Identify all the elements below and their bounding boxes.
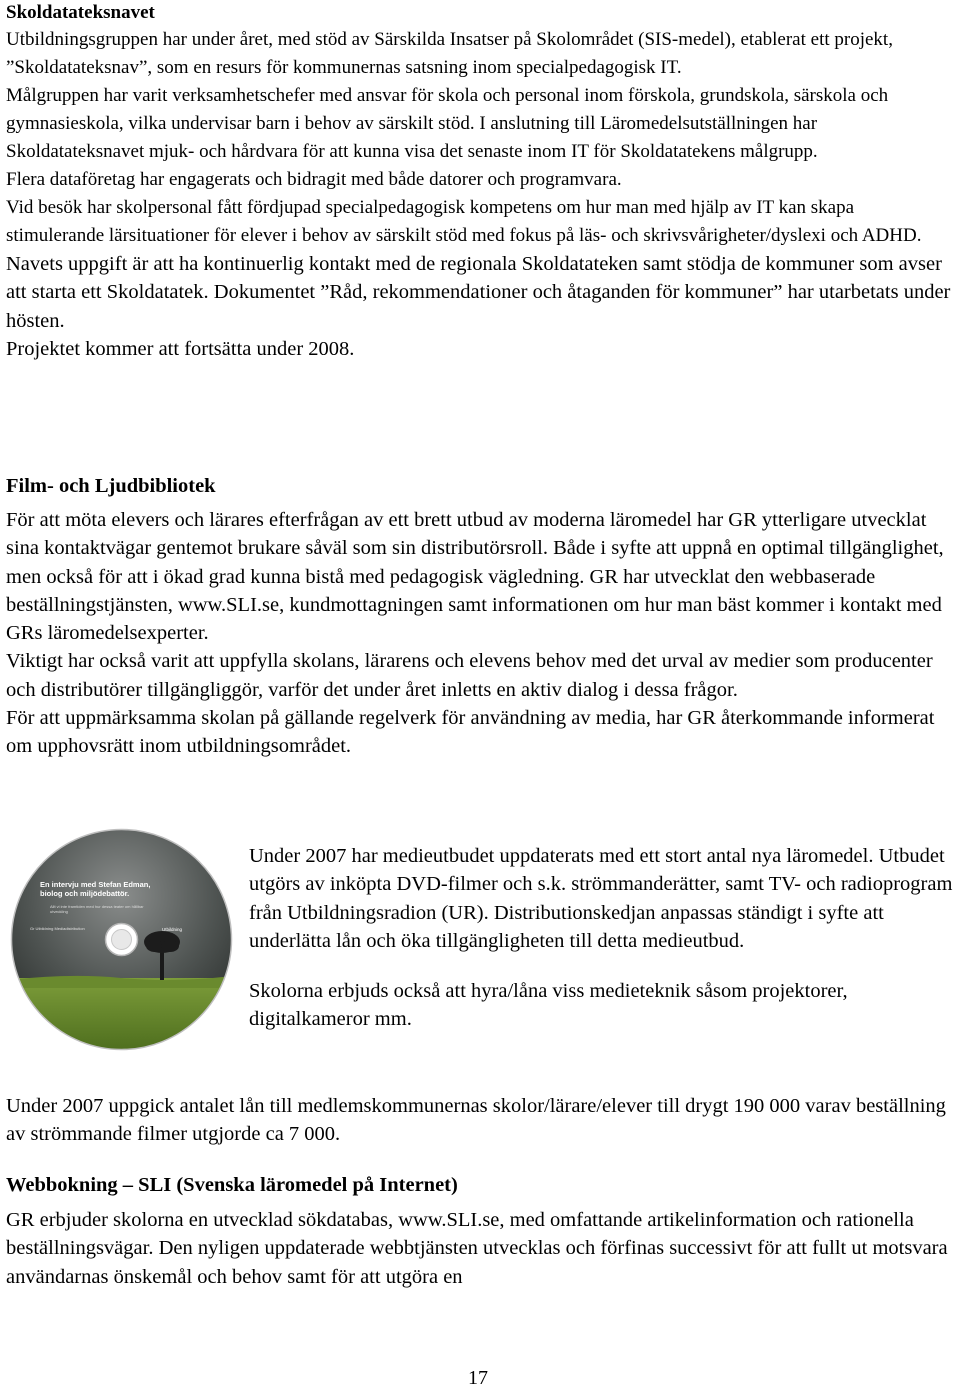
dvd-footer-left: Gr Utbildning Mediadistribution <box>30 926 85 931</box>
paragraph: Utbildningsgruppen har under året, med stöd av Särskilda Insatser på Skolområdet (SIS-medel), etablerat ett projekt, ”Skoldatateksnav”, som en resurs för kommunernas satsning inom specialpedagogisk IT. <box>6 29 893 78</box>
dvd-footer-right: Utbildning <box>162 927 183 932</box>
dvd-title: En intervju med Stefan Edman, biolog och miljödebattör. <box>40 880 151 898</box>
section-heading-webbokning: Webbokning – SLI (Svenska läromedel på Internet) <box>6 1174 458 1196</box>
section-heading-skoldatateksnavet: Skoldatateksnavet <box>6 2 155 23</box>
section-heading-film-ljudbibliotek: Film- och Ljudbibliotek <box>6 475 216 497</box>
dvd-disc-graphic <box>10 828 233 1051</box>
paragraph: Navets uppgift är att ha kontinuerlig kontakt med de regionala Skoldatateken samt stödja de kommuner som avser att starta ett Skoldatatek. Dokumentet ”Råd, rekommendationer och åtaganden för kommuner” har utarbetats under hösten. <box>6 253 951 332</box>
dvd-side-text <box>249 842 960 1034</box>
page-number: 17 <box>468 1367 488 1389</box>
paragraph: Vid besök har skolpersonal fått fördjupad specialpedagogisk kompetens om hur man med hjälp av IT kan skapa stimulerande lärsituationer för elever i behov av särskilt stöd med fokus på läs- och skrivsvårigheter/dyslexi och ADHD. <box>6 197 922 246</box>
paragraph: För att uppmärksamma skolan på gällande regelverk för användning av media, har GR återkommande informerat om upphovsrätt inom utbildningsområdet. <box>6 707 935 758</box>
paragraph: För att möta elevers och lärares efterfrågan av ett brett utbud av moderna läromedel har GR ytterligare utvecklat sina kontaktvägar gentemot brukare såväl som sin distributörsroll. Både i syfte att uppnå en optimal tillgänglighet, men också för att i ökad grad kunna bistå med pedagogisk vägledning. GR har utvecklat den webbaserade beställningstjänsten, www.SLI.se, kundmottagningen samt informationen om hur man bäst kommer i kontakt med GRs läromedelsexperter. <box>6 509 944 645</box>
paragraph: Skolorna erbjuds också att hyra/låna viss medieteknik såsom projektorer, digitalkameror mm. <box>249 980 848 1031</box>
loan-statistics-paragraph <box>6 1092 956 1149</box>
section-body-webbokning <box>6 1206 956 1291</box>
paragraph: Under 2007 uppgick antalet lån till medlemskommunernas skolor/lärare/elever till drygt 190 000 varav beställning av strömmande filmer utgjorde ca 7 000. <box>6 1095 946 1146</box>
paragraph: Målgruppen har varit verksamhetschefer med ansvar för skola och personal inom förskola, grundskola, särskola och gymnasieskola, vilka undervisar barn i behov av särskilt stöd. I anslutning till Läromedelsutställningen har Skoldatateksnavet mjuk- och hårdvara för att kunna visa det senaste inom IT för Skoldatatekens målgrupp. <box>6 85 889 162</box>
paragraph: GR erbjuder skolorna en utvecklad sökdatabas, www.SLI.se, med omfattande artikelinformation och rationella beställningsvägar. Den nyligen uppdaterade webbtjänsten utvecklas och förfinas successivt för att fullt ut motsvara användarnas önskemål och behov samt för att utgöra en <box>6 1209 948 1288</box>
paragraph: Projektet kommer att fortsätta under 2008. <box>6 337 355 360</box>
paragraph: Viktigt har också varit att uppfylla skolans, lärarens och elevens behov med det urval av medier som producenter och distributörer tillgängliggör, varför det under året inletts en aktiv dialog i dessa frågor. <box>6 650 933 701</box>
section-body-skoldatateksnavet <box>6 26 956 363</box>
dvd-disc-image <box>10 828 233 1051</box>
section-body-film-ljudbibliotek <box>6 506 956 761</box>
paragraph: Under 2007 har medieutbudet uppdaterats med ett stort antal nya läromedel. Utbudet utgörs av inköpta DVD-filmer och s.k. strömmanderätter, samt TV- och radioprogram från Utbildningsradion (UR). Distributionskedjan anpassas ständigt i syfte att underlätta lån och öka tillgängligheten till detta medieutbud. <box>249 845 953 952</box>
paragraph: Flera dataföretag har engagerats och bidragit med både datorer och programvara. <box>6 169 622 190</box>
dvd-subtitle: Allt vi inte framtiden med hur dessa teater om hållbar utveckling <box>50 904 144 914</box>
